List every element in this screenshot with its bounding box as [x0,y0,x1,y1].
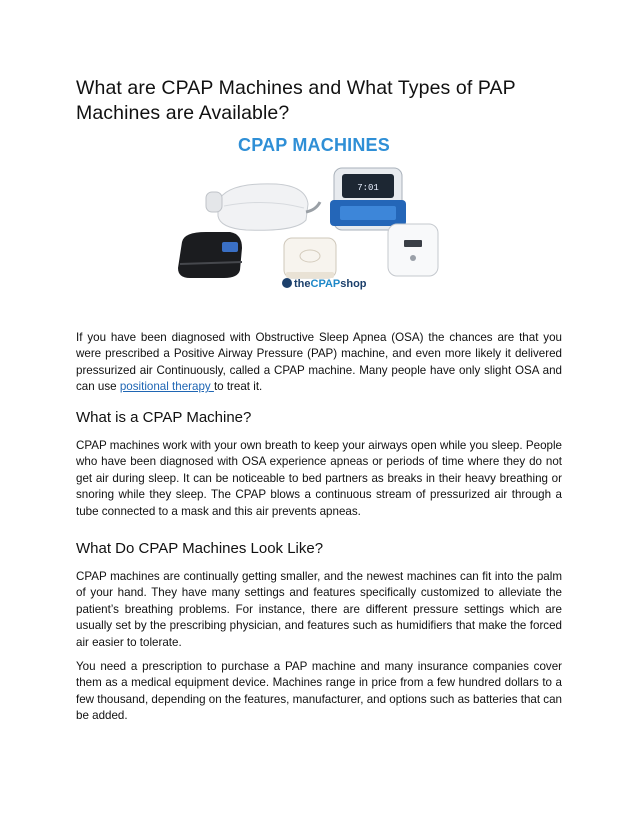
section-look-like-para-2: You need a prescription to purchase a PAP machine and many insurance companies cover them as a medical equipment device. Machines range in price from a few hundred dollars to a few thousand, depending on the features, manufacturer, and options such as batteries that can be added. [76,660,562,723]
the-cpap-shop-logo: theCPAPshop [282,278,367,290]
figure-heading: CPAP MACHINES [238,135,390,155]
device-black [178,232,242,278]
device-white-compact [206,184,320,230]
section-look-like-para-1: CPAP machines are continually getting smaller, and the newest machines can fit into the palm of your hand. They have many settings and features specifically customized to alleviate the patient’s breathing problems. For instance, there are different pressure settings which are usually set by the prescribing physician, and features such as humidifiers that make the forced air easier to tolerate. [76,570,562,649]
intro-paragraph: If you have been diagnosed with Obstructive Sleep Apnea (OSA) the chances are that you were prescribed a Positive Airway Pressure (PAP) machine, and even more likely it delivered pressurized air Continuously, called a CPAP machine. Many people have only slight OSA and can use positional therapy to treat it. [76,331,562,394]
section-heading-what-is: What is a CPAP Machine? [76,409,252,426]
logo-icon [282,278,292,288]
device-square-white [388,224,438,276]
device-screen-text: 7:01 [357,183,379,193]
device-blue-display [330,168,406,230]
positional-therapy-link[interactable]: positional therapy [119,380,214,394]
cpap-machines-figure [166,132,466,310]
section-what-is-body: CPAP machines work with your own breath to keep your airways open while you sleep. People who have been diagnosed with OSA experience apneas or periods of time where they do not get air during sleep. It can be noticeable to bed partners as breaks in their heavy breathing or snoring while they sleep. The CPAP blows a continuous stream of pressurized air through a tube connected to a mask and this air prevents apneas. [76,439,562,518]
section-heading-look-like: What Do CPAP Machines Look Like? [76,540,324,557]
device-travel [284,238,336,278]
page-title: What are CPAP Machines and What Types of PAP Machines are Available? [76,77,516,124]
